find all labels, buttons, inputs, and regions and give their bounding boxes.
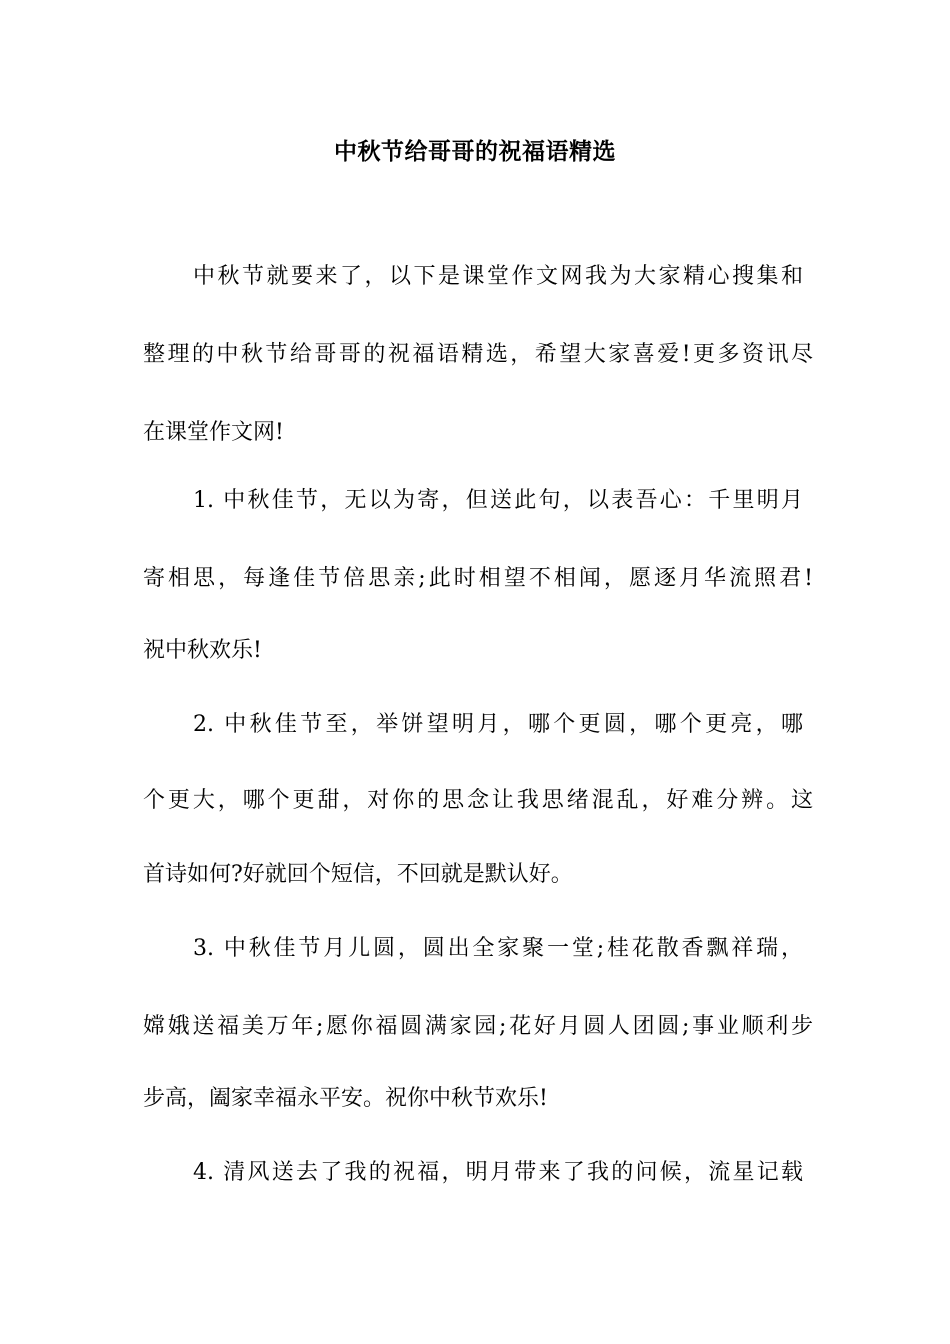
paragraph-intro-line-1: 中秋节就要来了，以下是课堂作文网我为大家精心搜集和 [193,264,803,289]
greeting-1-line-1: 1. 中秋佳节，无以为寄，但送此句，以表吾心：千里明月 [193,488,803,513]
greeting-2-line-2: 个更大，哪个更甜，对你的思念让我思绪混乱，好难分辨。这 [143,788,813,813]
greeting-3-line-1: 3. 中秋佳节月儿圆，圆出全家聚一堂;桂花散香飘祥瑞， [193,936,803,961]
greeting-4-line-1: 4. 清风送去了我的祝福，明月带来了我的问候，流星记载 [193,1160,803,1185]
paragraph-intro-line-2: 整理的中秋节给哥哥的祝福语精选，希望大家喜爱!更多资讯尽 [143,342,813,367]
greeting-1-line-3: 祝中秋欢乐! [143,638,262,663]
paragraph-intro-line-3: 在课堂作文网! [143,420,284,445]
document-title: 中秋节给哥哥的祝福语精选 [334,139,616,165]
greeting-1-line-2: 寄相思，每逢佳节倍思亲;此时相望不相闻，愿逐月华流照君! [143,566,813,591]
greeting-3-line-2: 嫦娥送福美万年;愿你福圆满家园;花好月圆人团圆;事业顺利步 [143,1014,813,1039]
greeting-2-line-1: 2. 中秋佳节至，举饼望明月，哪个更圆，哪个更亮，哪 [193,712,803,737]
greeting-2-line-3: 首诗如何?好就回个短信，不回就是默认好。 [143,862,573,887]
greeting-3-line-3: 步高，阖家幸福永平安。祝你中秋节欢乐! [143,1086,548,1111]
